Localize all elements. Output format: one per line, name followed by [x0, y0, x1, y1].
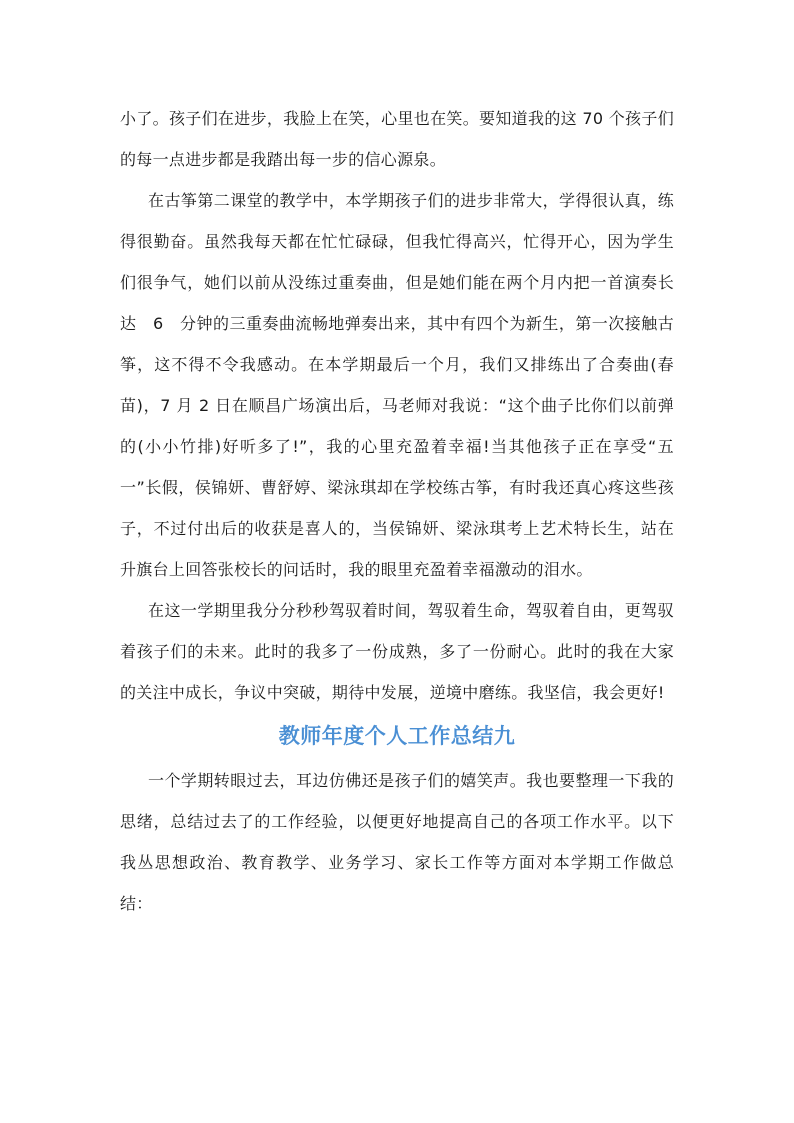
paragraph-guzheng-class: 在古筝第二课堂的教学中，本学期孩子们的进步非常大，学得很认真，练得很勤奋。虽然我每天都在忙忙碌碌，但我忙得高兴，忙得开心，因为学生们很争气，她们以前从没练过重奏曲，但是她们能在两个月内把一首演奏长达 6 分钟的三重奏曲流畅地弹奏出来，其中有四个为新生，第一次接触古筝，这不得不令我感动。在本学期最后一个月，我们又排练出了合奏曲(春苗)，7 月 2 日在顺昌广场演出后，马老师对我说：“这个曲子比你们以前弹的(小小竹排)好听多了!”，我的心里充盈着幸福!当其他孩子正在享受“五一”长假，侯锦妍、曹舒婷、梁泳琪却在学校练古筝，有时我还真心疼这些孩子，不过付出后的收获是喜人的，当侯锦妍、梁泳琪考上艺术特长生，站在升旗台上回答张校长的问话时，我的眼里充盈着幸福激动的泪水。	[120, 191, 674, 579]
paragraph-semester-reflection: 在这一学期里我分分秒秒驾驭着时间，驾驭着生命，驾驭着自由，更驾驭着孩子们的未来。此时的我多了一份成熟，多了一份耐心。此时的我在大家的关注中成长，争议中突破，期待中发展，逆境中磨练。我坚信，我会更好!	[120, 601, 674, 702]
document-page	[120, 98, 674, 924]
section-title: 教师年度个人工作总结九	[278, 724, 516, 748]
paragraph-continuation: 小了。孩子们在进步，我脸上在笑，心里也在笑。要知道我的这 70 个孩子们的每一点进步都是我踏出每一步的信心源泉。	[120, 109, 674, 169]
paragraph-summary-intro: 一个学期转眼过去，耳边仿佛还是孩子们的嬉笑声。我也要整理一下我的思绪，总结过去了的工作经验，以便更好地提高自己的各项工作水平。以下我丛思想政治、教育教学、业务学习、家长工作等方面对本学期工作做总结：	[120, 771, 674, 913]
